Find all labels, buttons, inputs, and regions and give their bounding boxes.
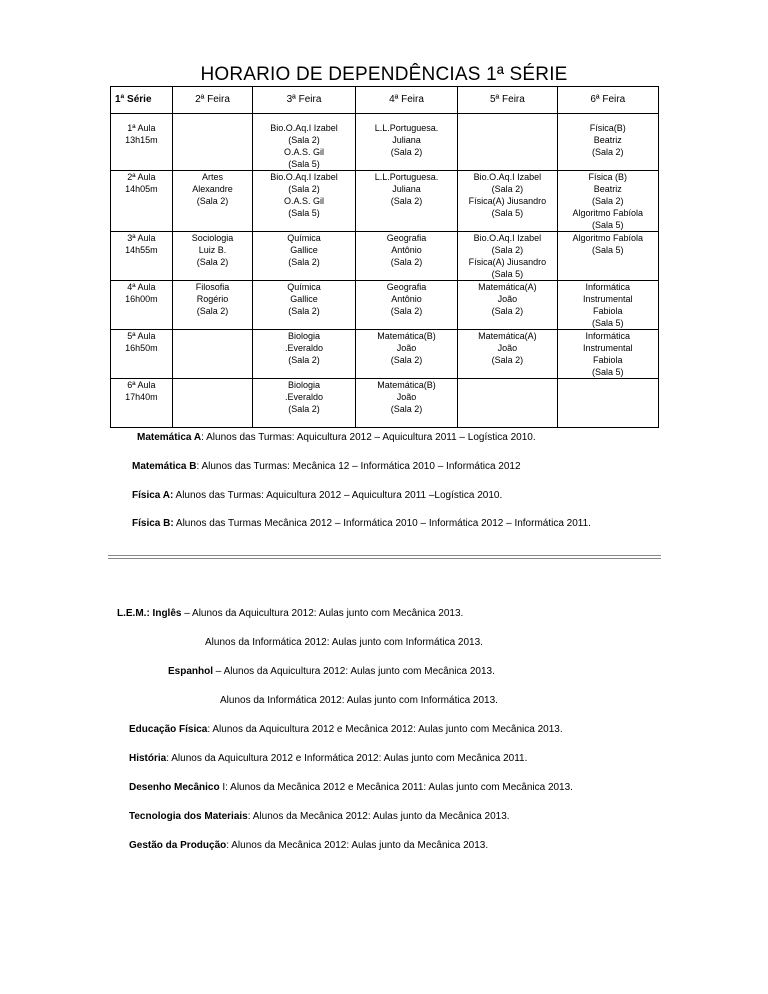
period-label-line: 16h50m <box>125 343 158 353</box>
schedule-cell <box>355 379 458 428</box>
note-text: Alunos das Turmas Mecânica 2012 – Informática 2010 – Informática 2012 – Informática 2011. <box>173 518 591 529</box>
schedule-cell-line: O.A.S. Gil <box>283 196 324 206</box>
schedule-cell-line: Física(B) <box>589 123 626 133</box>
note-text: : Alunos da Mecânica 2012: Aulas junto da Mecânica 2013. <box>226 840 489 851</box>
schedule-cell-line: (Sala 2) <box>288 404 320 414</box>
schedule-cell-line: João <box>497 343 518 353</box>
schedule-cell <box>458 281 557 330</box>
schedule-cell-line: Instrumental <box>582 343 633 353</box>
schedule-cell-line: Fabiola <box>592 355 623 365</box>
note-line <box>137 432 536 443</box>
schedule-cell-line: Juliana <box>392 135 421 145</box>
period-label-line: 14h55m <box>125 245 158 255</box>
note-line <box>129 840 488 851</box>
schedule-cell <box>172 330 252 379</box>
note-subject: Espanhol <box>168 666 214 677</box>
schedule-cell <box>557 379 658 428</box>
table-row <box>111 330 659 379</box>
period-label <box>111 330 173 379</box>
schedule-cell-line: Física(A) Jiusandro <box>468 257 547 267</box>
table-row <box>111 171 659 232</box>
schedule-cell-line: Juliana <box>392 184 421 194</box>
note-text: : Alunos da Aquicultura 2012 e Mecânica 2012: Aulas junto com Mecânica 2013. <box>207 724 563 735</box>
note-subject: Tecnologia dos Materiais <box>129 811 248 822</box>
schedule-cell <box>458 379 557 428</box>
schedule-cell-line: Química <box>287 233 321 243</box>
schedule-cell-line: Matemática(B) <box>377 331 436 341</box>
schedule-cell-line: Antônio <box>391 245 422 255</box>
schedule-cell-line: Artes <box>201 172 223 182</box>
schedule-cell <box>458 330 557 379</box>
schedule-cell <box>172 281 252 330</box>
note-subject: Física A: <box>132 490 174 501</box>
header-terca: 3ª Feira <box>253 87 356 114</box>
note-line <box>132 461 521 472</box>
schedule-cell-line: (Sala 2) <box>390 196 423 206</box>
schedule-cell-line: O.A.S. Gil <box>283 147 324 157</box>
period-label-line: 6ª Aula <box>127 380 156 390</box>
schedule-cell-line: (Sala 5) <box>592 367 624 377</box>
schedule-cell-line: L.L.Portuguesa. <box>374 123 439 133</box>
schedule-cell-line: Matemática(A) <box>478 282 537 292</box>
schedule-cell <box>172 379 252 428</box>
note-line <box>132 518 591 529</box>
schedule-cell-line: Filosofia <box>195 282 230 292</box>
note-subject: Matemática A <box>137 432 202 443</box>
table-row <box>111 379 659 428</box>
schedule-cell-line: Beatriz <box>593 135 622 145</box>
schedule-cell <box>557 232 658 281</box>
schedule-cell <box>253 330 356 379</box>
period-label-line: 1ª Aula <box>127 123 156 133</box>
header-serie: 1ª Série <box>111 87 173 114</box>
period-label-line: 14h05m <box>125 184 158 194</box>
note-subject: Gestão da Produção <box>129 840 227 851</box>
header-quinta: 5ª Feira <box>458 87 557 114</box>
period-label-line: 16h00m <box>125 294 158 304</box>
schedule-cell <box>458 232 557 281</box>
schedule-cell-line: (Sala 5) <box>592 220 624 230</box>
schedule-cell <box>253 281 356 330</box>
schedule-cell-line: (Sala 2) <box>288 306 320 316</box>
schedule-cell-line: (Sala 2) <box>288 257 320 267</box>
schedule-cell-line: L.L.Portuguesa. <box>374 172 439 182</box>
note-line <box>129 782 573 793</box>
header-segunda: 2ª Feira <box>172 87 252 114</box>
schedule-cell-line: Rogério <box>196 294 229 304</box>
schedule-cell-line: João <box>497 294 518 304</box>
note-text: Alunos da Informática 2012: Aulas junto com Informática 2013. <box>205 637 483 648</box>
schedule-cell-line: Bio.O.Aq.I Izabel <box>270 172 338 182</box>
schedule-cell-line: (Sala 2) <box>390 404 423 414</box>
schedule-cell-line: (Sala 5) <box>288 208 320 218</box>
schedule-cell-line: (Sala 2) <box>390 147 423 157</box>
schedule-cell-line: Sociologia <box>191 233 234 243</box>
period-label-line: 17h40m <box>125 392 158 402</box>
period-label-line: 4ª Aula <box>127 282 156 292</box>
note-text: Alunos das Turmas: Aquicultura 2012 – Aquicultura 2011 –Logística 2010. <box>173 490 503 501</box>
table-row <box>111 281 659 330</box>
schedule-cell-line: Informática <box>585 331 631 341</box>
page-title: HORARIO DE DEPENDÊNCIAS 1ª SÉRIE <box>200 64 568 85</box>
note-subject: História <box>129 753 167 764</box>
schedule-cell <box>557 171 658 232</box>
schedule-cell-line: (Sala 2) <box>390 257 423 267</box>
schedule-cell <box>172 171 252 232</box>
note-subject: Desenho Mecânico <box>129 782 220 793</box>
schedule-cell-line: Biologia <box>287 380 320 390</box>
schedule-cell-line: (Sala 5) <box>592 318 624 328</box>
schedule-cell <box>355 232 458 281</box>
period-label <box>111 379 173 428</box>
note-subject: Educação Física <box>129 724 208 735</box>
table-row <box>111 232 659 281</box>
schedule-cell-line: (Sala 5) <box>592 245 624 255</box>
note-line <box>129 811 510 822</box>
section-divider <box>108 555 661 559</box>
schedule-cell-line: (Sala 2) <box>491 184 524 194</box>
schedule-cell-line: Física (B) <box>588 172 628 182</box>
schedule-cell-line: (Sala 2) <box>196 306 229 316</box>
schedule-cell <box>557 281 658 330</box>
schedule-cell-line: Bio.O.Aq.I Izabel <box>270 123 338 133</box>
schedule-cell-line: Física(A) Jiusandro <box>468 196 547 206</box>
schedule-cell-line: (Sala 5) <box>491 208 524 218</box>
note-subject: Matemática B <box>132 461 197 472</box>
period-label <box>111 171 173 232</box>
note-text: : Alunos das Turmas: Aquicultura 2012 – Aquicultura 2011 – Logística 2010. <box>201 432 536 443</box>
schedule-cell <box>458 171 557 232</box>
schedule-cell-line: João <box>396 392 417 402</box>
schedule-cell-line: (Sala 2) <box>491 355 524 365</box>
schedule-cell-line: Matemática(A) <box>478 331 537 341</box>
schedule-cell <box>172 114 252 171</box>
schedule-cell-line: (Sala 2) <box>390 355 423 365</box>
schedule-cell-line: (Sala 2) <box>196 257 229 267</box>
schedule-cell-line: (Sala 2) <box>592 147 624 157</box>
schedule-cell-line: João <box>396 343 417 353</box>
table-header-row <box>111 87 659 114</box>
schedule-cell <box>253 232 356 281</box>
schedule-cell-line: (Sala 2) <box>390 306 423 316</box>
note-text: – Alunos da Aquicultura 2012: Aulas junto com Mecânica 2013. <box>181 608 464 619</box>
schedule-cell-line: Bio.O.Aq.I Izabel <box>473 233 542 243</box>
schedule-cell-line: Gallice <box>290 245 318 255</box>
schedule-cell-line: Geografia <box>386 282 427 292</box>
note-text: : Alunos da Aquicultura 2012 e Informática 2012: Aulas junto com Mecânica 2011. <box>166 753 528 764</box>
period-label <box>111 114 173 171</box>
note-text: Alunos da Informática 2012: Aulas junto com Informática 2013. <box>220 695 498 706</box>
schedule-cell-line: Fabiola <box>592 306 623 316</box>
header-quarta: 4ª Feira <box>355 87 458 114</box>
schedule-cell-line: (Sala 2) <box>491 306 524 316</box>
schedule-cell-line: Biologia <box>287 331 320 341</box>
schedule-cell <box>253 171 356 232</box>
period-label-line: 3ª Aula <box>127 233 156 243</box>
schedule-cell-line: (Sala 2) <box>288 355 320 365</box>
note-line <box>132 490 502 501</box>
schedule-cell-line: .Everaldo <box>284 392 323 402</box>
schedule-cell-line: (Sala 2) <box>196 196 229 206</box>
note-line <box>129 753 527 764</box>
schedule-cell-line: Antônio <box>391 294 422 304</box>
note-subject: L.E.M.: Inglês <box>117 608 182 619</box>
note-subject: Física B: <box>132 518 174 529</box>
period-label <box>111 281 173 330</box>
schedule-cell <box>557 330 658 379</box>
schedule-cell <box>355 330 458 379</box>
schedule-cell <box>355 114 458 171</box>
schedule-cell-line: Gallice <box>290 294 318 304</box>
note-line <box>205 637 483 648</box>
note-text: – Alunos da Aquicultura 2012: Aulas junto com Mecânica 2013. <box>213 666 495 677</box>
schedule-cell-line: Geografia <box>386 233 427 243</box>
schedule-cell-line: (Sala 2) <box>592 196 624 206</box>
schedule-cell-line: Luiz B. <box>198 245 227 255</box>
schedule-cell-line: Algoritmo Fabíola <box>572 208 644 218</box>
schedule-cell-line: (Sala 5) <box>491 269 524 279</box>
schedule-cell-line: Matemática(B) <box>377 380 436 390</box>
schedule-cell-line: (Sala 2) <box>288 135 320 145</box>
note-text: : Alunos da Mecânica 2012: Aulas junto da Mecânica 2013. <box>247 811 510 822</box>
schedule-cell-line: .Everaldo <box>284 343 323 353</box>
table-row <box>111 114 659 171</box>
schedule-cell-line: Informática <box>585 282 631 292</box>
schedule-cell <box>172 232 252 281</box>
note-text: I: Alunos da Mecânica 2012 e Mecânica 2011: Aulas junto com Mecânica 2013. <box>219 782 573 793</box>
schedule-cell-line: (Sala 2) <box>491 245 524 255</box>
schedule-cell-line: Química <box>287 282 321 292</box>
note-line <box>220 695 498 706</box>
schedule-cell <box>557 114 658 171</box>
schedule-cell-line: (Sala 5) <box>288 159 320 169</box>
note-line <box>129 724 563 735</box>
note-line <box>168 666 495 677</box>
period-label-line: 5ª Aula <box>127 331 156 341</box>
schedule-cell-line: Alexandre <box>192 184 233 194</box>
note-text: : Alunos das Turmas: Mecânica 12 – Informática 2010 – Informática 2012 <box>196 461 521 472</box>
period-label-line: 2ª Aula <box>127 172 156 182</box>
schedule-cell-line: Beatriz <box>593 184 622 194</box>
schedule-cell-line: Algoritmo Fabíola <box>572 233 644 243</box>
header-sexta: 6ª Feira <box>557 87 658 114</box>
schedule-cell <box>355 171 458 232</box>
period-label-line: 13h15m <box>125 135 158 145</box>
schedule-cell-line: (Sala 2) <box>288 184 320 194</box>
schedule-cell <box>253 379 356 428</box>
period-label <box>111 232 173 281</box>
schedule-cell <box>355 281 458 330</box>
note-line <box>117 608 463 619</box>
schedule-table <box>110 86 659 428</box>
schedule-cell <box>253 114 356 171</box>
schedule-cell-line: Instrumental <box>582 294 633 304</box>
schedule-cell <box>458 114 557 171</box>
schedule-cell-line: Bio.O.Aq.I Izabel <box>473 172 542 182</box>
